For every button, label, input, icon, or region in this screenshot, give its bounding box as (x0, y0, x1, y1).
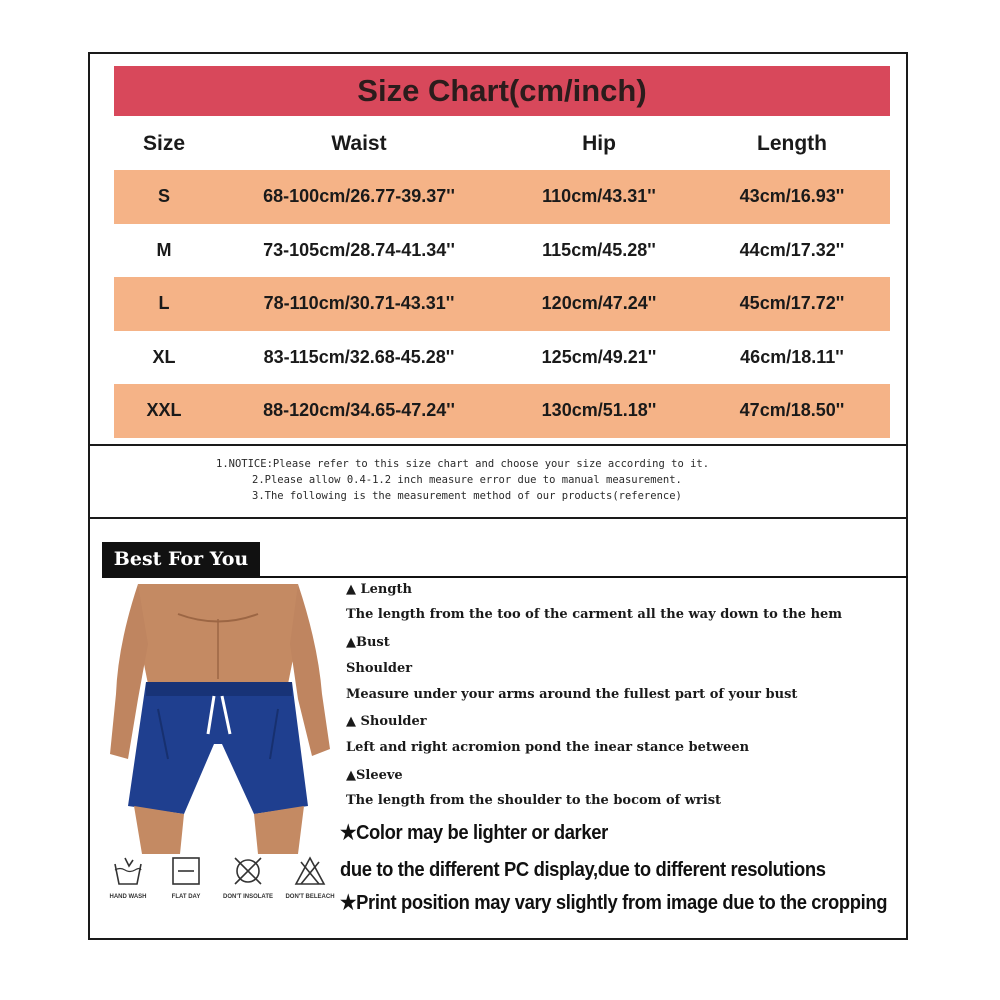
cell-waist: 73-105cm/28.74-41.34'' (263, 239, 455, 260)
cell-size: L (158, 293, 170, 314)
cell-size: XXL (146, 400, 182, 421)
care-label: FLAT DAY (171, 894, 201, 900)
care-hand-wash (98, 854, 158, 914)
cell-hip: 110cm/43.31'' (542, 186, 656, 207)
section-divider (90, 444, 906, 446)
best-for-you-label: Best For You (113, 548, 249, 570)
desc-shoulder-sub: Shoulder (346, 661, 413, 676)
header-size: Size (142, 132, 186, 155)
desc-shoulder-heading: ▲ Shoulder (346, 714, 427, 729)
color-note-1: ★Color may be lighter or darker (340, 822, 608, 844)
desc-length-heading: ▲ Length (346, 582, 412, 597)
care-do-not-insolate (218, 854, 278, 914)
header-length: Length (757, 132, 827, 155)
care-do-not-bleach (280, 854, 340, 914)
notice-line: 2.Please allow 0.4-1.2 inch measure error due to manual measurement. (252, 474, 682, 486)
table-row (114, 224, 890, 278)
flat-dry-icon (169, 854, 203, 888)
best-for-you-rule (102, 576, 908, 578)
cell-hip: 125cm/49.21'' (541, 346, 657, 367)
desc-shoulder-text: Left and right acromion pond the inear stance between (346, 740, 750, 755)
best-for-you-tab (102, 542, 260, 576)
desc-length-text: The length from the too of the carment all the way down to the hem (346, 607, 843, 622)
chart-title: Size Chart(cm/inch) (357, 73, 647, 108)
cell-length: 45cm/17.72'' (739, 293, 845, 314)
do-not-insolate-icon (231, 854, 265, 888)
cell-size: S (157, 186, 170, 207)
header-waist: Waist (331, 132, 387, 155)
cell-length: 47cm/18.50'' (739, 400, 845, 421)
desc-bust-text: Measure under your arms around the fullest part of your bust (346, 687, 798, 702)
care-label: HAND WASH (109, 894, 147, 900)
desc-bust-heading: ▲Bust (346, 635, 390, 650)
table-row (114, 170, 890, 224)
color-note-2: due to the different PC display,due to different resolutions (340, 859, 826, 881)
table-row (114, 331, 890, 385)
hand-wash-icon (111, 854, 145, 888)
cell-length: 44cm/17.32'' (739, 239, 845, 260)
cell-waist: 68-100cm/26.77-39.37'' (263, 186, 455, 207)
section-divider (90, 517, 906, 519)
cell-size: M (156, 239, 172, 260)
cell-hip: 130cm/51.18'' (541, 400, 657, 421)
color-note-3: ★Print position may vary slightly from image due to the cropping (340, 892, 888, 914)
cell-waist: 78-110cm/30.71-43.31'' (263, 293, 455, 314)
do-not-bleach-icon (293, 854, 327, 888)
table-row (114, 277, 890, 331)
desc-sleeve-heading: ▲Sleeve (346, 768, 403, 783)
table-row (114, 384, 890, 438)
cell-size: XL (152, 346, 176, 367)
header-hip: Hip (582, 132, 616, 155)
cell-hip: 120cm/47.24'' (541, 293, 657, 314)
cell-length: 46cm/18.11'' (740, 346, 844, 367)
cell-waist: 88-120cm/34.65-47.24'' (263, 400, 455, 421)
care-flat-dry (156, 854, 216, 914)
care-label: DON'T INSOLATE (223, 894, 273, 900)
desc-sleeve-text: The length from the shoulder to the bocom of wrist (346, 793, 722, 808)
model-photo (98, 584, 338, 854)
care-label: DON'T BELEACH (285, 894, 335, 900)
size-chart-frame (88, 52, 908, 940)
cell-length: 43cm/16.93'' (739, 186, 845, 207)
notice-line: 1.NOTICE:Please refer to this size chart and choose your size according to it. (216, 458, 710, 470)
notice-line: 3.The following is the measurement method of our products(reference) (252, 490, 682, 502)
size-table (114, 118, 890, 438)
title-bar (114, 66, 890, 116)
cell-hip: 115cm/45.28'' (542, 239, 656, 260)
cell-waist: 83-115cm/32.68-45.28'' (263, 346, 455, 367)
notice-block (90, 458, 906, 516)
table-header (114, 118, 890, 170)
